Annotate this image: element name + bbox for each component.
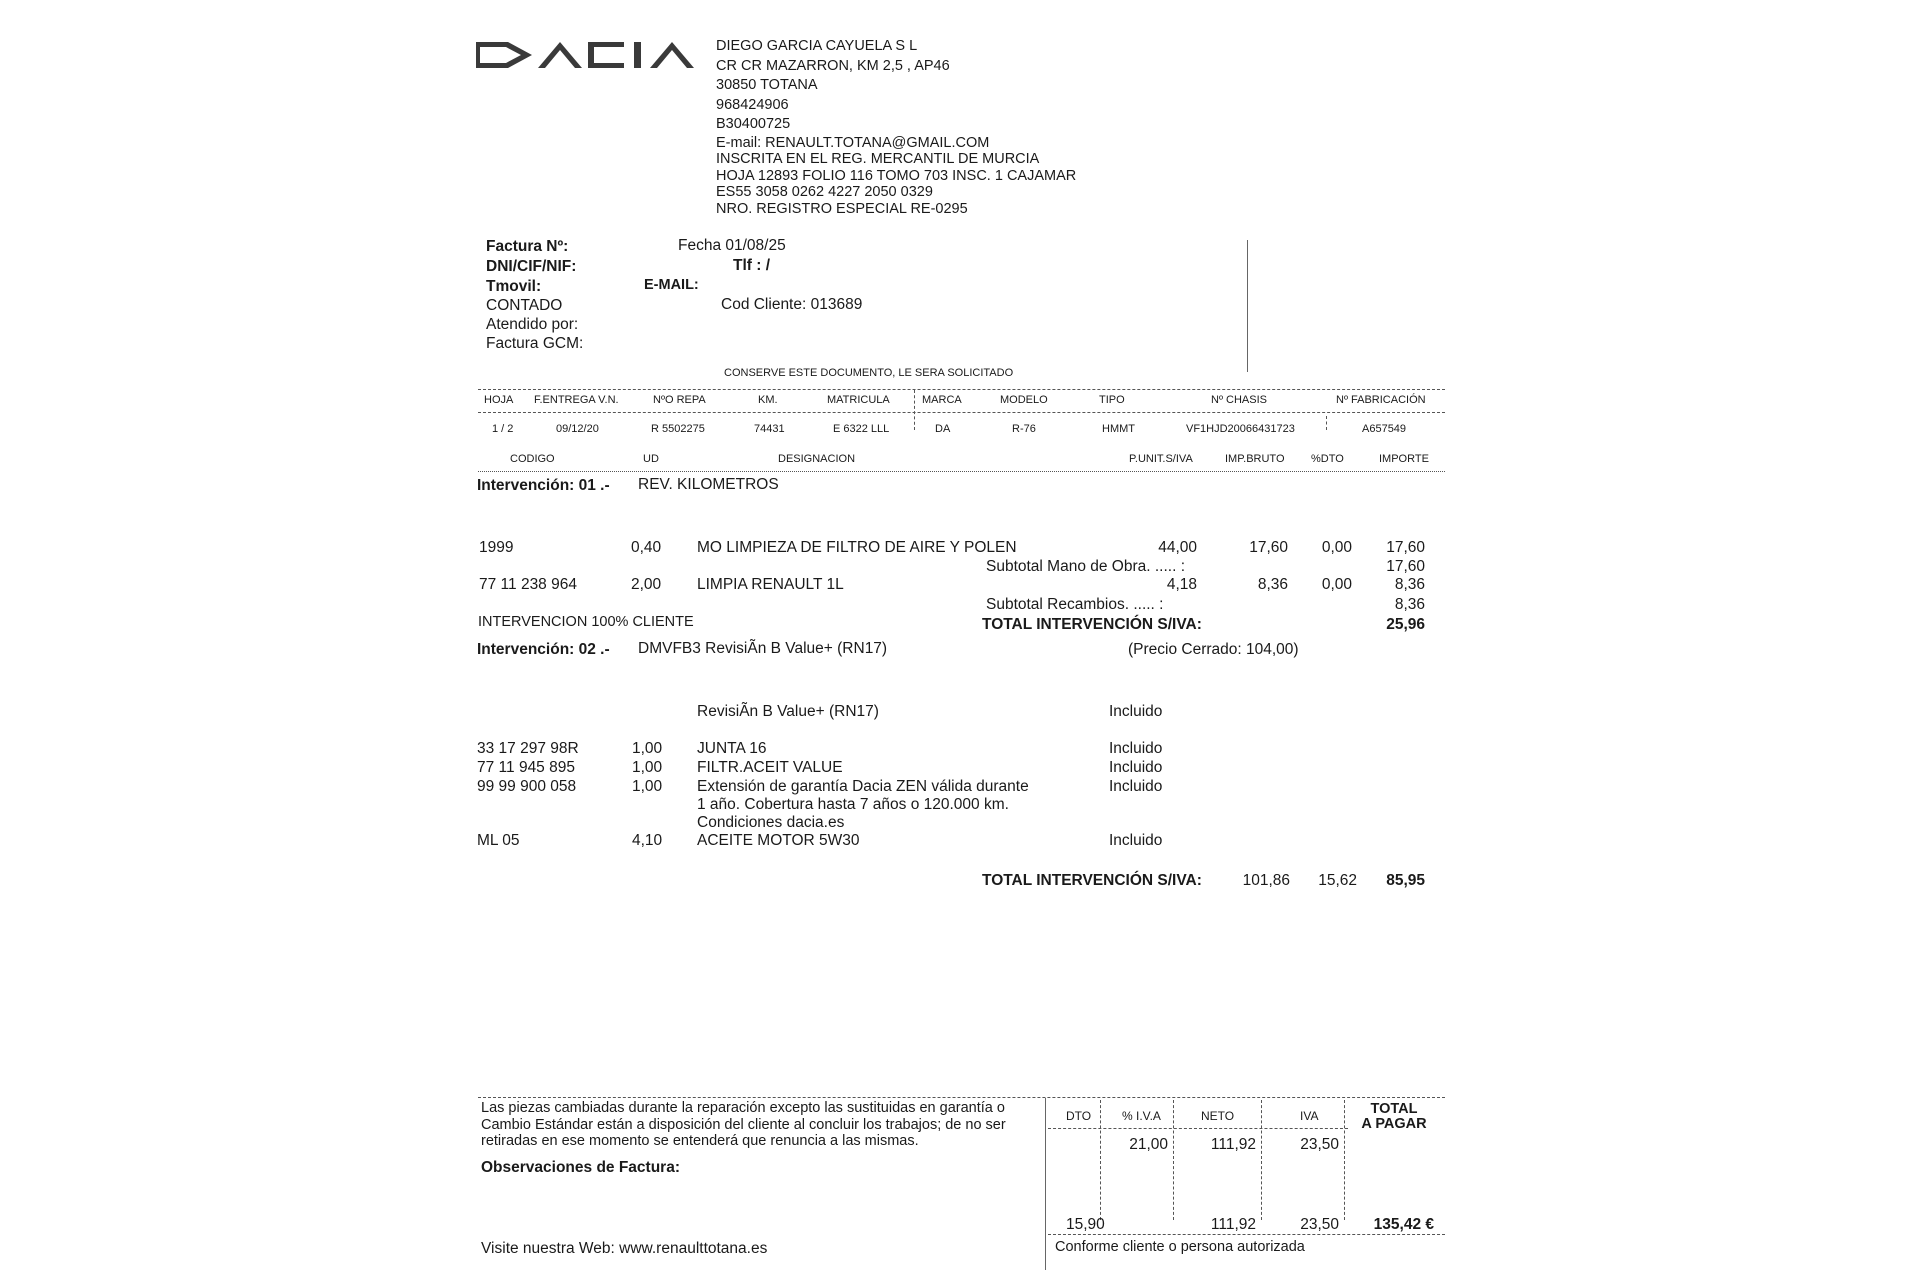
row-code: 1999 (479, 539, 514, 556)
row-desc: Extensión de garantía Dacia ZEN válida durante (697, 778, 1029, 795)
tax-iva-pct: 21,00 (1129, 1136, 1168, 1153)
row-desc: JUNTA 16 (697, 740, 767, 757)
header-divider (1247, 240, 1248, 372)
vehicle-header-marca: MARCA (922, 394, 962, 406)
row-estado: Incluido (1109, 759, 1163, 776)
intervention2-precio-cerrado: (Precio Cerrado: 104,00) (1128, 641, 1299, 658)
subtotal-rec-label: Subtotal Recambios. ..... : (986, 596, 1164, 613)
row-code: 77 11 238 964 (479, 576, 577, 593)
row-code: 77 11 945 895 (477, 759, 575, 776)
company-iban: ES55 3058 0262 4227 2050 0329 (716, 184, 933, 200)
row-ud: 1,00 (632, 740, 663, 757)
company-phone: 968424906 (716, 96, 789, 113)
cod-cliente: Cod Cliente: 013689 (721, 296, 863, 313)
intervention1-note: INTERVENCION 100% CLIENTE (478, 614, 694, 630)
col-header-codigo: CODIGO (510, 453, 555, 465)
vehicle-col-divider (1326, 416, 1327, 430)
subtotal-mo-value: 17,60 (1386, 558, 1425, 575)
row-bruto: 17,60 (1249, 539, 1288, 556)
row-estado: Incluido (1109, 740, 1163, 757)
row-code: 99 99 900 058 (477, 778, 577, 795)
tax-iva: 23,50 (1300, 1136, 1339, 1153)
disclaimer-line: Las piezas cambiadas durante la reparación excepto las sustituidas en garantía o (481, 1100, 1005, 1116)
tax-neto: 111,92 (1210, 1136, 1256, 1153)
col-header-dto: %DTO (1311, 453, 1344, 465)
vehicle-value-hoja: 1 / 2 (492, 423, 514, 435)
final-iva: 23,50 (1300, 1216, 1339, 1233)
vehicle-value-marca: DA (935, 423, 951, 435)
vehicle-value-matricula: E 6322 LLL (833, 423, 890, 435)
vehicle-header-hoja: HOJA (484, 394, 514, 406)
tax-header-iva-pct: % I.V.A (1122, 1109, 1161, 1123)
col-header-ud: UD (643, 453, 659, 465)
disclaimer-line: retiradas en ese momento se entenderá que renuncia a las mismas. (481, 1133, 919, 1149)
footer-divider (1100, 1100, 1101, 1220)
company-registro: INSCRITA EN EL REG. MERCANTIL DE MURCIA (716, 151, 1040, 167)
tmovil-label: Tmovil: (486, 278, 542, 295)
col-header-bruto: IMP.BRUTO (1225, 453, 1285, 465)
vehicle-header-chasis: Nº CHASIS (1211, 394, 1267, 406)
vehicle-value-chasis: VF1HJD20066431723 (1186, 423, 1295, 435)
vehicle-value-km: 74431 (754, 423, 785, 435)
vehicle-mid-rule (478, 412, 1445, 413)
vehicle-header-repa: NºO REPA (653, 394, 706, 406)
footer-top-rule (478, 1097, 1445, 1098)
row-dto: 0,00 (1321, 539, 1352, 556)
col-header-rule (478, 471, 1445, 472)
row-pu: 4,18 (1166, 576, 1197, 593)
intervention1-title: Intervención: 01 .- (477, 477, 610, 494)
intervention2-total-c: 85,95 (1386, 872, 1425, 889)
row-code: ML 05 (477, 832, 520, 849)
company-cif: B30400725 (716, 116, 791, 132)
row-desc: ACEITE MOTOR 5W30 (697, 832, 860, 849)
row-ud: 2,00 (631, 576, 662, 593)
disclaimer (481, 1100, 1006, 1150)
row-dto: 0,00 (1321, 576, 1352, 593)
disclaimer-line: Cambio Estándar están a disposición del cliente al concluir los trabajos; de no ser (481, 1116, 1006, 1133)
company-registro-especial: NRO. REGISTRO ESPECIAL RE-0295 (716, 200, 968, 217)
row-desc: MO LIMPIEZA DE FILTRO DE AIRE Y POLEN (697, 539, 1017, 556)
tax-header-dto: DTO (1066, 1109, 1092, 1123)
intervention2-title: Intervención: 02 .- (477, 641, 610, 658)
vehicle-header-matricula: MATRICULA (827, 394, 890, 406)
vehicle-value-fabricacion: A657549 (1362, 423, 1407, 435)
row-desc-continued: Condiciones dacia.es (697, 814, 845, 831)
tlf-label: Tlf : / (733, 257, 771, 274)
intervention2-total-a: 101,86 (1242, 872, 1290, 889)
conforme-rule (1048, 1234, 1445, 1235)
intervention2-desc: DMVFB3 RevisiÃn B Value+ (RN17) (638, 640, 888, 657)
col-header-punit: P.UNIT.S/IVA (1129, 453, 1193, 465)
vehicle-header-modelo: MODELO (1000, 394, 1048, 406)
vehicle-value-repa: R 5502275 (651, 423, 705, 435)
dni-label: DNI/CIF/NIF: (486, 258, 577, 275)
row-estado: Incluido (1109, 778, 1163, 795)
company-name: DIEGO GARCIA CAYUELA S L (716, 38, 918, 54)
company-address: CR CR MAZARRON, KM 2,5 , AP46 (716, 57, 950, 74)
dacia-logo (476, 40, 712, 70)
footer-divider (1261, 1100, 1262, 1220)
company-city: 30850 TOTANA (716, 77, 818, 93)
row-bruto: 8,36 (1257, 576, 1288, 593)
company-email: E-mail: RENAULT.TOTANA@GMAIL.COM (716, 134, 990, 151)
contado-label: CONTADO (486, 297, 563, 314)
fecha-value: Fecha 01/08/25 (678, 237, 786, 254)
intervention2-total-label: TOTAL INTERVENCIÓN S/IVA: (982, 872, 1202, 889)
vehicle-value-tipo: HMMT (1102, 423, 1135, 435)
intervention1-total-value: 25,96 (1386, 616, 1425, 633)
factura-gcm-label: Factura GCM: (486, 335, 584, 352)
observaciones-label: Observaciones de Factura: (481, 1159, 680, 1176)
row-desc: LIMPIA RENAULT 1L (697, 576, 844, 593)
footer-divider (1344, 1100, 1345, 1220)
row-estado: Incluido (1109, 703, 1163, 720)
footer-mid-rule (1048, 1128, 1348, 1129)
row-ud: 1,00 (632, 759, 663, 776)
company-hoja: HOJA 12893 FOLIO 116 TOMO 703 INSC. 1 CAJAMAR (716, 167, 1077, 184)
total-a-pagar-header (1354, 1102, 1434, 1132)
row-ud: 4,10 (632, 832, 663, 849)
intervention1-desc: REV. KILOMETROS (638, 476, 779, 493)
row-desc: RevisiÃn B Value+ (RN17) (697, 703, 879, 720)
col-header-importe: IMPORTE (1379, 453, 1429, 465)
footer-divider (1173, 1100, 1174, 1220)
intervention2-total-b: 15,62 (1318, 872, 1357, 889)
vehicle-header-tipo: TIPO (1099, 394, 1125, 406)
conserve-note: CONSERVE ESTE DOCUMENTO, LE SERA SOLICITADO (724, 367, 1014, 379)
tax-header-iva: IVA (1300, 1109, 1319, 1123)
factura-label: Factura Nº: (486, 238, 569, 255)
conforme-label: Conforme cliente o persona autorizada (1055, 1239, 1305, 1255)
intervention1-total-label: TOTAL INTERVENCIÓN S/IVA: (982, 616, 1202, 633)
row-importe: 8,36 (1394, 576, 1425, 593)
row-importe: 17,60 (1386, 539, 1425, 556)
email-label: E-MAIL: (644, 277, 699, 293)
vehicle-value-entrega: 09/12/20 (556, 423, 599, 435)
vehicle-header-fabricacion: Nº FABRICACIÓN (1336, 394, 1426, 406)
tax-header-neto: NETO (1201, 1109, 1235, 1123)
row-ud: 1,00 (632, 778, 663, 795)
total-header-line: A PAGAR (1361, 1116, 1427, 1132)
row-desc: FILTR.ACEIT VALUE (697, 759, 843, 776)
vehicle-header-km: KM. (758, 394, 778, 406)
subtotal-rec-value: 8,36 (1394, 596, 1425, 613)
vehicle-col-divider (914, 390, 915, 430)
total-a-pagar: 135,42 € (1373, 1216, 1434, 1233)
row-ud: 0,40 (631, 539, 662, 556)
subtotal-mo-label: Subtotal Mano de Obra. ..... : (986, 558, 1186, 575)
company-info (716, 37, 1076, 217)
final-neto: 111,92 (1210, 1216, 1256, 1233)
website: Visite nuestra Web: www.renaulttotana.es (481, 1240, 768, 1257)
atendido-label: Atendido por: (486, 316, 579, 333)
row-estado: Incluido (1109, 832, 1163, 849)
row-pu: 44,00 (1158, 539, 1197, 556)
footer-divider (1045, 1098, 1046, 1270)
vehicle-top-rule (478, 389, 1445, 390)
vehicle-value-modelo: R-76 (1012, 423, 1036, 435)
row-desc-continued: 1 año. Cobertura hasta 7 años o 120.000 km. (697, 796, 1009, 813)
col-header-designacion: DESIGNACION (778, 453, 856, 465)
row-code: 33 17 297 98R (477, 740, 579, 757)
final-dto: 15,90 (1066, 1216, 1105, 1233)
total-header-line: TOTAL (1370, 1101, 1418, 1117)
vehicle-header-entrega: F.ENTREGA V.N. (534, 394, 619, 406)
